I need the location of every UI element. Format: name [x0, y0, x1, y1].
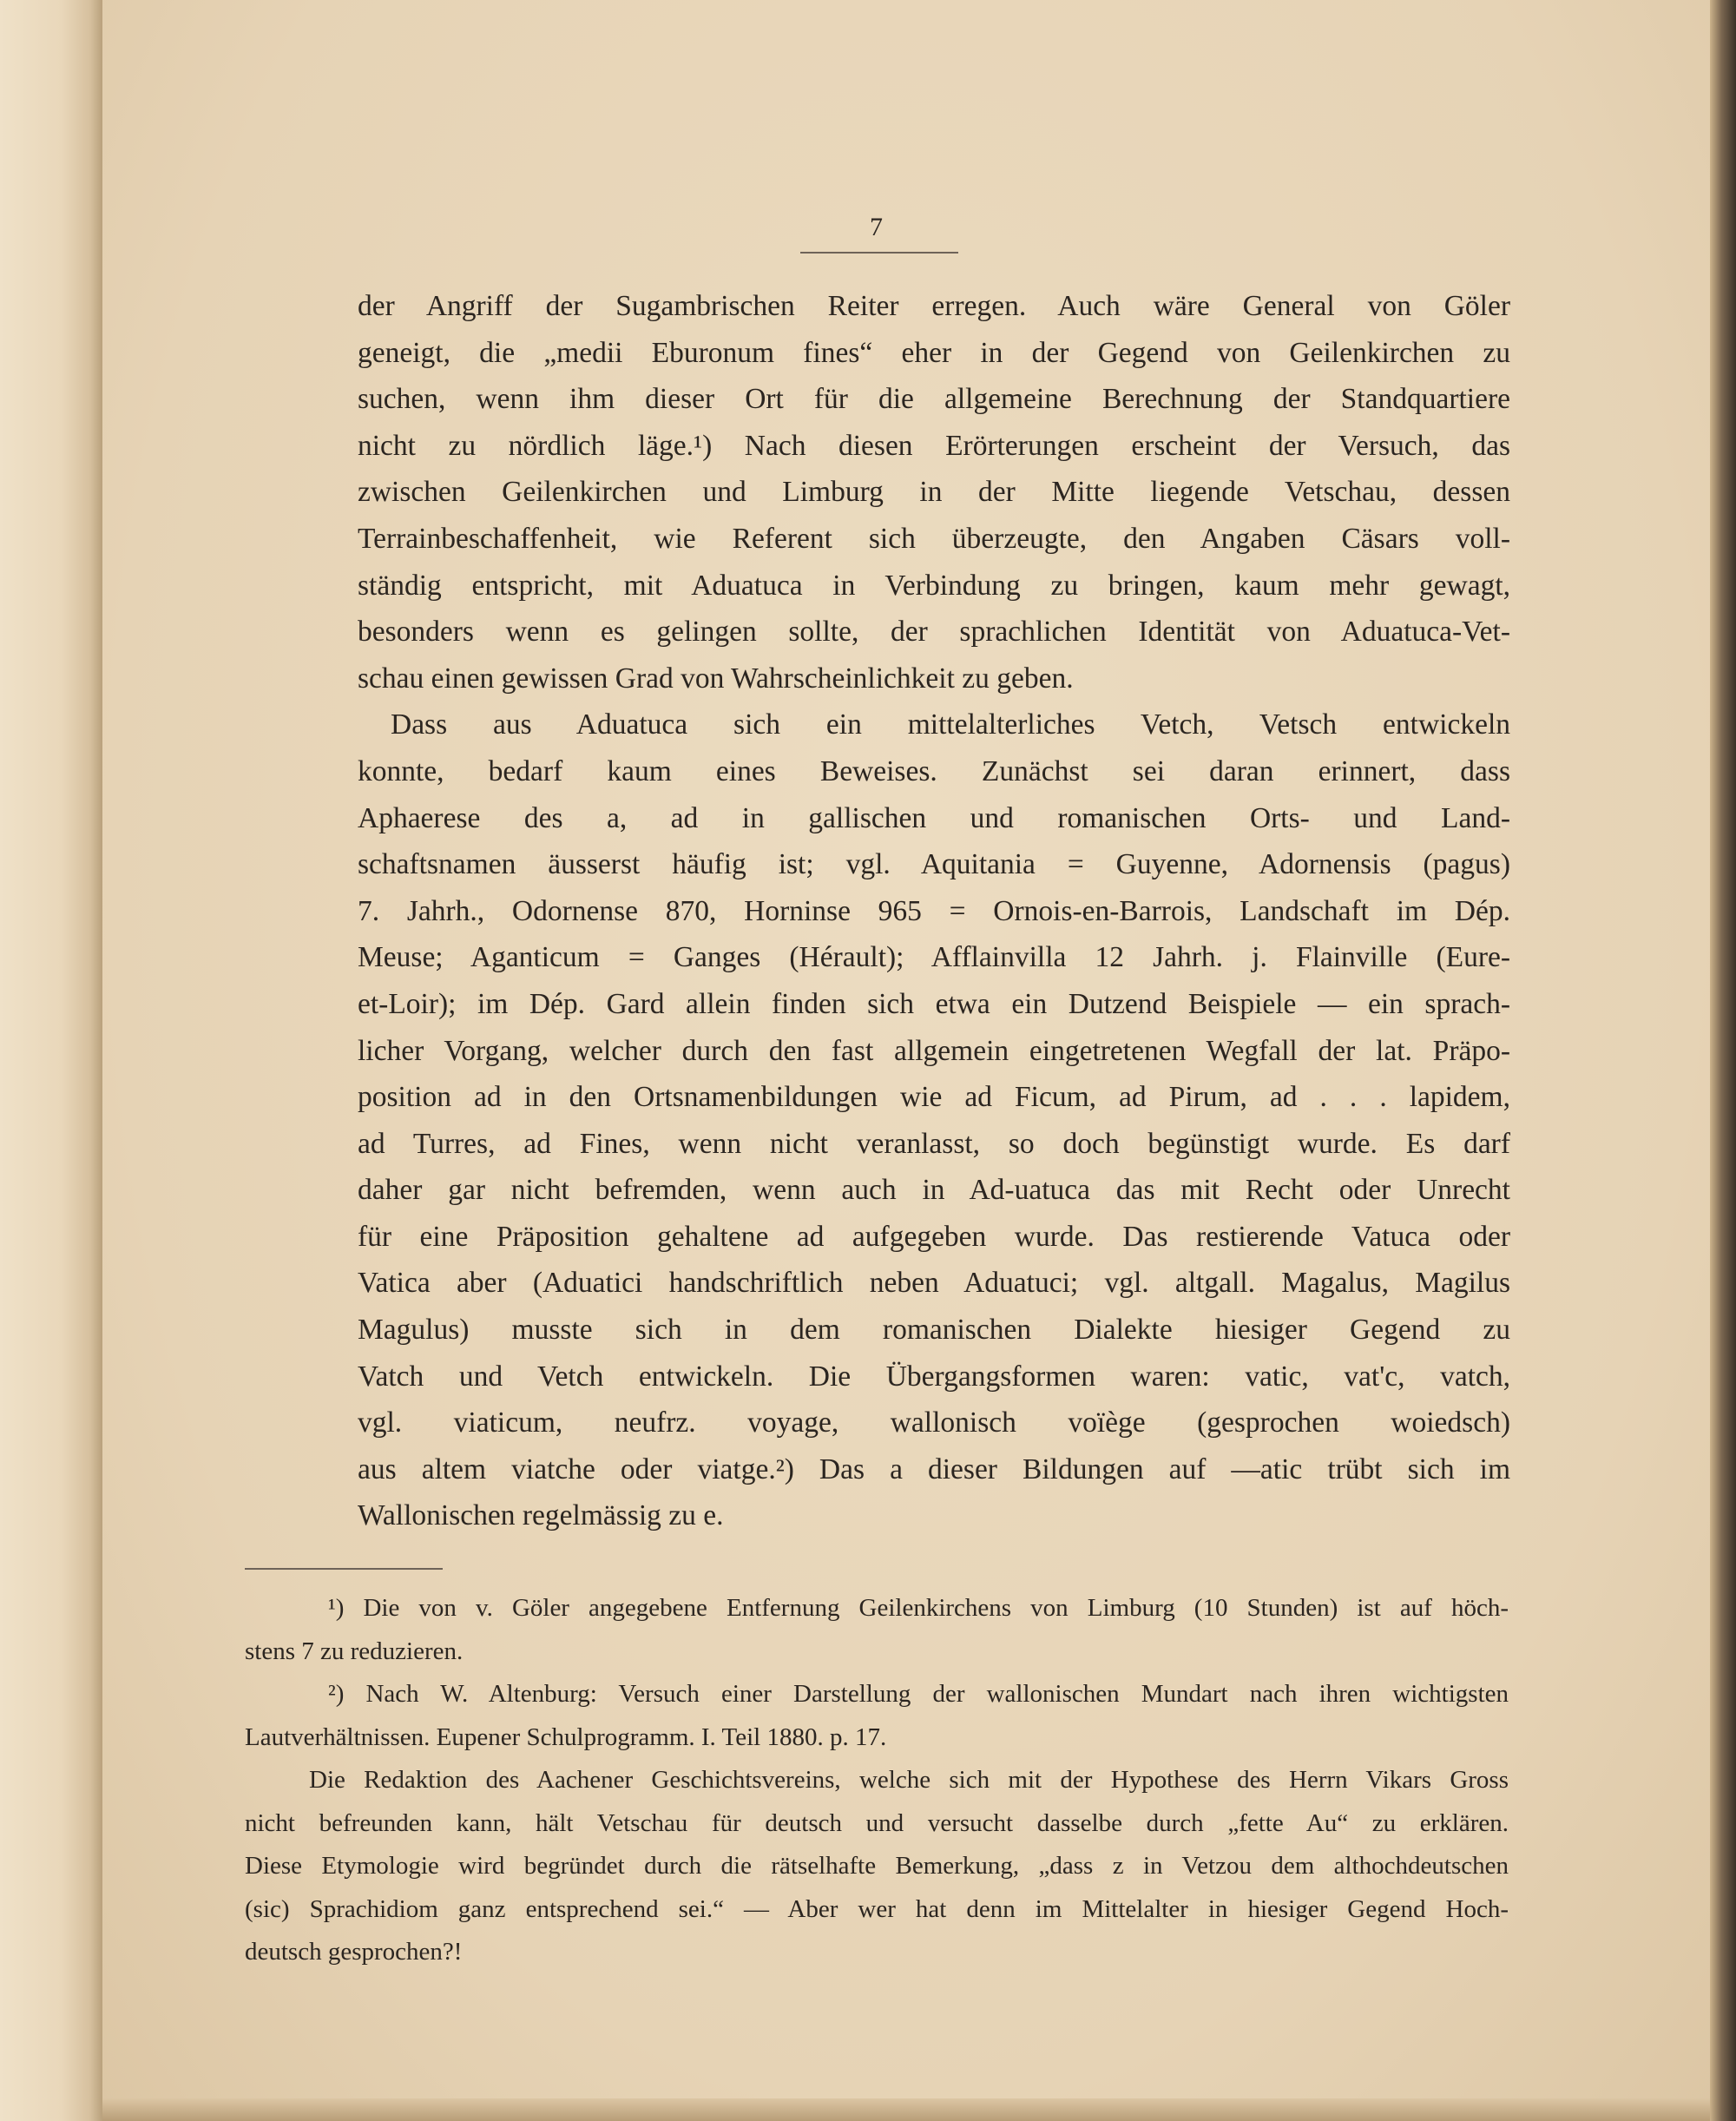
page-right-edge — [1710, 0, 1736, 2121]
text-line: ad Turres, ad Fines, wenn nicht veranlasst, so doch begünstigt wurde. Es darf — [358, 1127, 1510, 1160]
text-line: Vatica aber (Aduatici handschriftlich neben Aduatuci; vgl. altgall. Magalus, Magilus — [358, 1267, 1510, 1300]
text-line: et-Loir); im Dép. Gard allein finden sich etwa ein Dutzend Beispiele — ein sprach- — [358, 987, 1510, 1020]
text-line: zwischen Geilenkirchen und Limburg in der Mitte liegende Vetschau, dessen — [358, 476, 1510, 509]
text-line: schau einen gewissen Grad von Wahrscheinlichkeit zu geben. — [358, 662, 1074, 695]
text-line: konnte, bedarf kaum eines Beweises. Zunächst sei daran erinnert, dass — [358, 754, 1510, 787]
footnote-line: deutsch gesprochen?! — [245, 1938, 463, 1966]
text-line: Vatch und Vetch entwickeln. Die Übergangsformen waren: vatic, vat'c, vatch, — [358, 1360, 1510, 1393]
body-text — [358, 283, 1510, 1539]
text-line: Wallonischen regelmässig zu e. — [358, 1499, 724, 1532]
footnote-line: stens 7 zu reduzieren. — [245, 1637, 464, 1665]
footnote-line: Lautverhältnissen. Eupener Schulprogramm. I. Teil 1880. p. 17. — [245, 1722, 887, 1751]
text-line: position ad in den Ortsnamenbildungen wie ad Ficum, ad Pirum, ad . . . lapidem, — [358, 1081, 1510, 1114]
text-line: der Angriff der Sugambrischen Reiter erregen. Auch wäre General von Göler — [358, 290, 1510, 322]
text-line: suchen, wenn ihm dieser Ort für die allgemeine Berechnung der Standquartiere — [358, 383, 1510, 416]
text-line: aus altem viatche oder viatge.²) Das a dieser Bildungen auf —atic trübt sich im — [358, 1452, 1510, 1485]
text-line: ständig entspricht, mit Aduatuca in Verbindung zu bringen, kaum mehr gewagt, — [358, 569, 1510, 602]
page-number: 7 — [870, 213, 884, 241]
header-rule — [800, 252, 958, 254]
footnote-rule — [245, 1568, 443, 1570]
text-line: Terrainbeschaffenheit, wie Referent sich überzeugte, den Angaben Cäsars voll- — [358, 522, 1510, 555]
previous-page-edge — [0, 0, 102, 2121]
text-line: besonders wenn es gelingen sollte, der sprachlichen Identität von Aduatuca-Vet- — [358, 616, 1510, 649]
footnote-line: Diese Etymologie wird begründet durch die rätselhafte Bemerkung, „dass z in Vetzou dem althochdeutschen — [245, 1852, 1509, 1880]
page-bottom-edge — [102, 2098, 1710, 2121]
text-line: Dass aus Aduatuca sich ein mittelalterliches Vetch, Vetsch entwickeln — [391, 708, 1510, 741]
text-line: daher gar nicht befremden, wenn auch in Ad-uatuca das mit Recht oder Unrecht — [358, 1174, 1510, 1207]
text-line: 7. Jahrh., Odornense 870, Horninse 965 = Ornois-en-Barrois, Landschaft im Dép. — [358, 894, 1510, 927]
footnote-line: nicht befreunden kann, hält Vetschau für deutsch und versucht dasselbe durch „fette Au“ zu erklären. — [245, 1808, 1509, 1837]
footnotes — [245, 1587, 1509, 1974]
footnote-line: (sic) Sprachidiom ganz entsprechend sei.“ — Aber wer hat denn im Mittelalter in hiesiger Gegend Hoch- — [245, 1894, 1509, 1923]
text-line: licher Vorgang, welcher durch den fast allgemein eingetretenen Wegfall der lat. Präpo- — [358, 1034, 1510, 1067]
text-line: nicht zu nördlich läge.¹) Nach diesen Erörterungen erscheint der Versuch, das — [358, 429, 1510, 462]
footnote-line: Die Redaktion des Aachener Geschichtsvereins, welche sich mit der Hypothese des Herrn Vikars Gross — [309, 1766, 1509, 1794]
text-line: geneigt, die „medii Eburonum fines“ eher in der Gegend von Geilenkirchen zu — [358, 336, 1510, 369]
text-line: Magulus) musste sich in dem romanischen Dialekte hiesiger Gegend zu — [358, 1314, 1510, 1347]
text-line: vgl. viaticum, neufrz. voyage, wallonisch voïège (gesprochen woiedsch) — [358, 1406, 1510, 1439]
text-line: für eine Präposition gehaltene ad aufgegeben wurde. Das restierende Vatuca oder — [358, 1220, 1510, 1253]
text-line: schaftsnamen äusserst häufig ist; vgl. Aquitania = Guyenne, Adornensis (pagus) — [358, 848, 1510, 881]
text-line: Meuse; Aganticum = Ganges (Hérault); Afflainvilla 12 Jahrh. j. Flainville (Eure- — [358, 941, 1510, 974]
footnote-line: ¹) Die von v. Göler angegebene Entfernung Geilenkirchens von Limburg (10 Stunden) ist auf höch- — [328, 1594, 1509, 1622]
text-line: Aphaerese des a, ad in gallischen und romanischen Orts- und Land- — [358, 801, 1510, 834]
footnote-line: ²) Nach W. Altenburg: Versuch einer Darstellung der wallonischen Mundart nach ihren wichtigsten — [328, 1680, 1509, 1708]
